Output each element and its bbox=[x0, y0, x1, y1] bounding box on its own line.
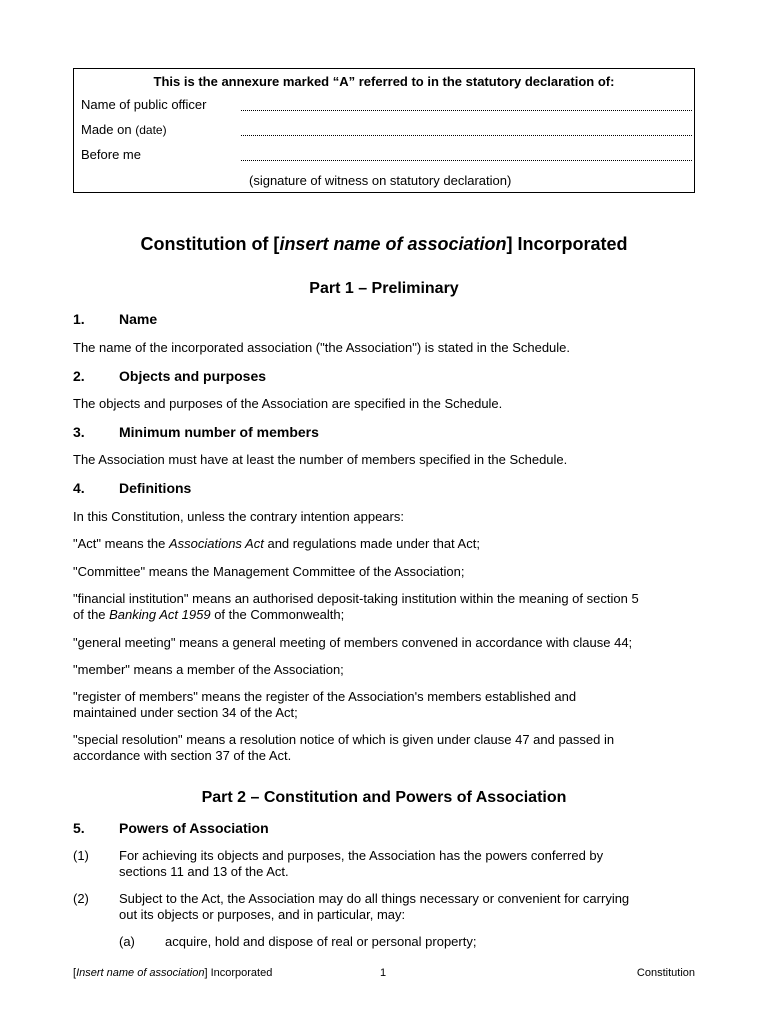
definition-member: "member" means a member of the Association; bbox=[73, 662, 344, 677]
document-page: This is the annexure marked “A” referred to in the statutory declaration of: Name of public officer Made on (date) Before me (signature of witness on statutory declaration) Constitution of [insert name of association] Incorporated Part 1 – Preliminary 1. Name The name of the incorporated association ("the Association") is stated in the Schedule. 2. Objects and purposes The objects and purposes of the Association are specified in the Schedule. 3. Minimum number of members The Association must have at least the number of members specified in the Schedule. 4. Definitions In this Constitution, unless the contrary intention appears: "Act" means the Associations Act and regulations made under that Act; "Committee" means the Management Committee of the Association; "financial institution" means an authorised deposit-taking institution within the meaning of section 5 of the Banking Act 1959 of the Commonwealth; "general meeting" means a general meeting of members convened in accordance with clause 44; "member" means a member of the Association; "register of members" means the register of the Association's members established and maintained under section 34 of the Act; "special resolution" means a resolution notice of which is given under clause 47 and passed in accordance with section 37 of the Act. Part 2 – Constitution and Powers of Association 5. Powers of Association (1) For achieving its objects and purposes, the Association has the powers conferred by sections 11 and 13 of the Act. (2) Subject to the Act, the Association may do all things necessary or convenient for carrying out its objects or purposes, and in particular, may: (a) acquire, hold and dispose of real or personal property; [Insert name of association] Incorporated 1 Constitution bbox=[73, 0, 695, 1024]
definition-general-meeting: "general meeting" means a general meeting of members convened in accordance with clause 44; bbox=[73, 635, 633, 650]
clause-2-text: The objects and purposes of the Association are specified in the Schedule. bbox=[73, 396, 503, 411]
definition-register-of-members: "register of members" means the register of the Association's members established and maintained under section 34 of the Act; bbox=[73, 689, 577, 720]
public-officer-label: Name of public officer bbox=[81, 97, 207, 112]
made-on-hint: (date) bbox=[135, 123, 167, 137]
made-on-row bbox=[81, 122, 694, 140]
clause-3-text: The Association must have at least the number of members specified in the Schedule. bbox=[73, 452, 568, 467]
public-officer-row bbox=[81, 97, 694, 115]
clause-1-text: The name of the incorporated association ("the Association") is stated in the Schedule. bbox=[73, 340, 571, 355]
footer-document-name: Constitution bbox=[636, 967, 695, 979]
part1-heading: Part 1 – Preliminary bbox=[309, 280, 459, 297]
annexure-box bbox=[73, 68, 695, 193]
made-on-label: Made on (date) bbox=[81, 122, 167, 137]
definition-financial-institution: "financial institution" means an authorised deposit-taking institution within the meaning of section 5 of the Banking Act 1959 of the Commonwealth; bbox=[73, 591, 639, 622]
before-me-label: Before me bbox=[81, 147, 141, 162]
made-on-line bbox=[241, 135, 692, 136]
definitions-intro: In this Constitution, unless the contrary intention appears: bbox=[73, 509, 404, 524]
definition-committee: "Committee" means the Management Committee of the Association; bbox=[73, 564, 465, 579]
public-officer-line bbox=[241, 110, 692, 111]
definition-special-resolution: "special resolution" means a resolution notice of which is given under clause 47 and passed in accordance with section 37 of the Act. bbox=[73, 732, 615, 763]
definition-act: "Act" means the Associations Act and regulations made under that Act; bbox=[73, 536, 480, 551]
footer-page-number: 1 bbox=[380, 967, 387, 979]
annexure-title: This is the annexure marked “A” referred to in the statutory declaration of: bbox=[153, 74, 615, 89]
before-me-row bbox=[81, 147, 694, 165]
before-me-line bbox=[241, 160, 692, 161]
document-title: Constitution of [insert name of association] Incorporated bbox=[140, 234, 628, 254]
part2-heading: Part 2 – Constitution and Powers of Association bbox=[201, 789, 567, 806]
footer-association-name: [Insert name of association] Incorporated bbox=[73, 967, 273, 979]
witness-note: (signature of witness on statutory declaration) bbox=[249, 173, 512, 188]
